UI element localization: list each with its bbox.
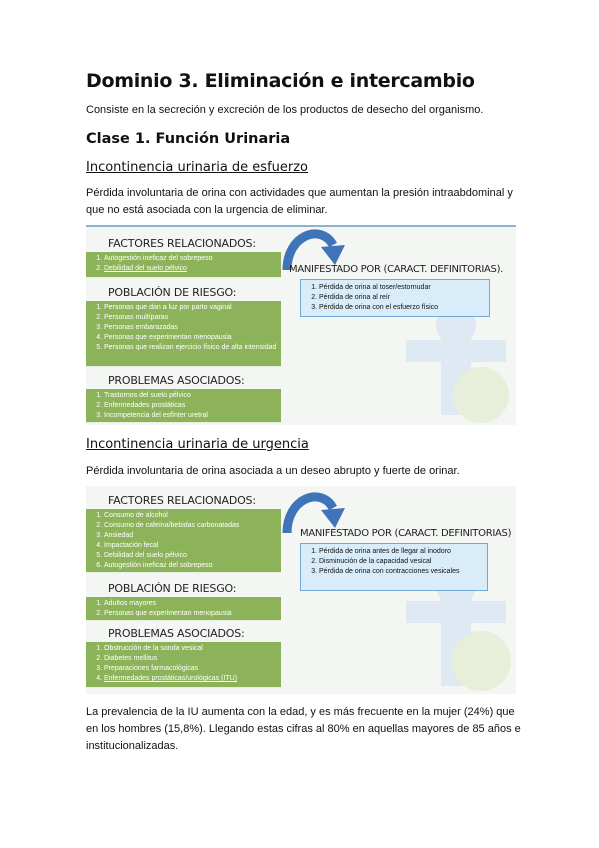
list-item: 3. Ansiedad bbox=[104, 531, 277, 541]
problemas-title: PROBLEMAS ASOCIADOS: bbox=[108, 374, 245, 387]
list-item: 1. Pérdida de orina al toser/estornudar bbox=[319, 283, 485, 293]
intro-text: Consiste en la secreción y excreción de los productos de desecho del organismo. bbox=[86, 104, 484, 116]
closing-paragraph: La prevalencia de la IU aumenta con la edad, y es más frecuente en la mujer (24%) que en los hombres (15,8%). Llegando estas cifras al 80% en aquellas mayores de 85 años e institucionalizadas. bbox=[86, 706, 521, 752]
list-item: 1. Obstrucción de la sonda vesical bbox=[104, 644, 277, 654]
list-item: 2. Enfermedades prostáticas bbox=[104, 401, 277, 411]
problemas-box bbox=[86, 389, 281, 423]
list-item: 2. Pérdida de orina al reír bbox=[319, 293, 485, 303]
list-item: 5. Personas que realizan ejercicio físico de alta intensidad bbox=[104, 343, 277, 353]
factores-box bbox=[86, 509, 281, 573]
poblacion-box bbox=[86, 301, 281, 367]
diagram-esfuerzo bbox=[86, 225, 516, 425]
poblacion-box bbox=[86, 597, 281, 621]
list-item: 2. Personas que experimentan menopausia bbox=[104, 609, 277, 619]
list-item: 1. Autogestión ineficaz del sobrepeso bbox=[104, 254, 277, 264]
diagram-urgencia bbox=[86, 486, 516, 694]
manifestado-title: MANIFESTADO POR (CARACT. DEFINITORIAS). bbox=[289, 264, 504, 275]
problemas-box bbox=[86, 642, 281, 688]
manifestado-box bbox=[300, 279, 490, 317]
list-item: 2. Personas multíparas bbox=[104, 313, 277, 323]
list-item: 4. Impactación fecal bbox=[104, 541, 277, 551]
list-item: 2. Debilidad del suelo pélvico bbox=[104, 264, 277, 274]
list-item: 4. Enfermedades prostáticas/urológicas (ITU) bbox=[104, 674, 277, 684]
poblacion-title: POBLACIÓN DE RIESGO: bbox=[108, 582, 237, 595]
section-description-esfuerzo: Pérdida involuntaria de orina con actividades que aumentan la presión intraabdominal y que no está asociada con la urgencia de eliminar. bbox=[86, 187, 513, 216]
section-description-urgencia: Pérdida involuntaria de orina asociada a un deseo abrupto y fuerte de orinar. bbox=[86, 465, 460, 477]
list-item: 5. Debilidad del suelo pélvico bbox=[104, 551, 277, 561]
list-item: 1. Personas que dan a luz por parto vaginal bbox=[104, 303, 277, 313]
list-item: 3. Preparaciones farmacológicas bbox=[104, 664, 277, 674]
list-item: 3. Incompetencia del esfínter uretral bbox=[104, 411, 277, 421]
factores-title: FACTORES RELACIONADOS: bbox=[108, 494, 256, 507]
section-heading-esfuerzo: Incontinencia urinaria de esfuerzo bbox=[86, 160, 309, 175]
list-item: 2. Disminución de la capacidad vesical bbox=[319, 557, 483, 567]
list-item: 3. Personas embarazadas bbox=[104, 323, 277, 333]
section-heading-urgencia: Incontinencia urinaria de urgencia bbox=[86, 437, 309, 452]
manifestado-title: MANIFESTADO POR (CARACT. DEFINITORIAS) bbox=[300, 528, 512, 539]
poblacion-title: POBLACIÓN DE RIESGO: bbox=[108, 286, 237, 299]
page-title: Dominio 3. Eliminación e intercambio bbox=[86, 70, 475, 92]
list-item: 2. Consumo de cafeína/bebidas carbonatadas bbox=[104, 521, 277, 531]
list-item: 1. Trastornos del suelo pélvico bbox=[104, 391, 277, 401]
list-item: 1. Consumo de alcohol bbox=[104, 511, 277, 521]
list-item: 4. Personas que experimentan menopausia bbox=[104, 333, 277, 343]
factores-title: FACTORES RELACIONADOS: bbox=[108, 237, 256, 250]
list-item: 3. Pérdida de orina con el esfuerzo físico bbox=[319, 303, 485, 313]
list-item: 1. Adultos mayores bbox=[104, 599, 277, 609]
problemas-title: PROBLEMAS ASOCIADOS: bbox=[108, 627, 245, 640]
list-item: 2. Diabetes mellitus bbox=[104, 654, 277, 664]
list-item: 1. Pérdida de orina antes de llegar al inodoro bbox=[319, 547, 483, 557]
factores-box bbox=[86, 252, 281, 278]
list-item: 3. Pérdida de orina con contracciones vesicales bbox=[319, 567, 483, 577]
list-item: 6. Autogestión ineficaz del sobrepeso bbox=[104, 561, 277, 571]
manifestado-box bbox=[300, 543, 488, 591]
class-title: Clase 1. Función Urinaria bbox=[86, 131, 291, 147]
